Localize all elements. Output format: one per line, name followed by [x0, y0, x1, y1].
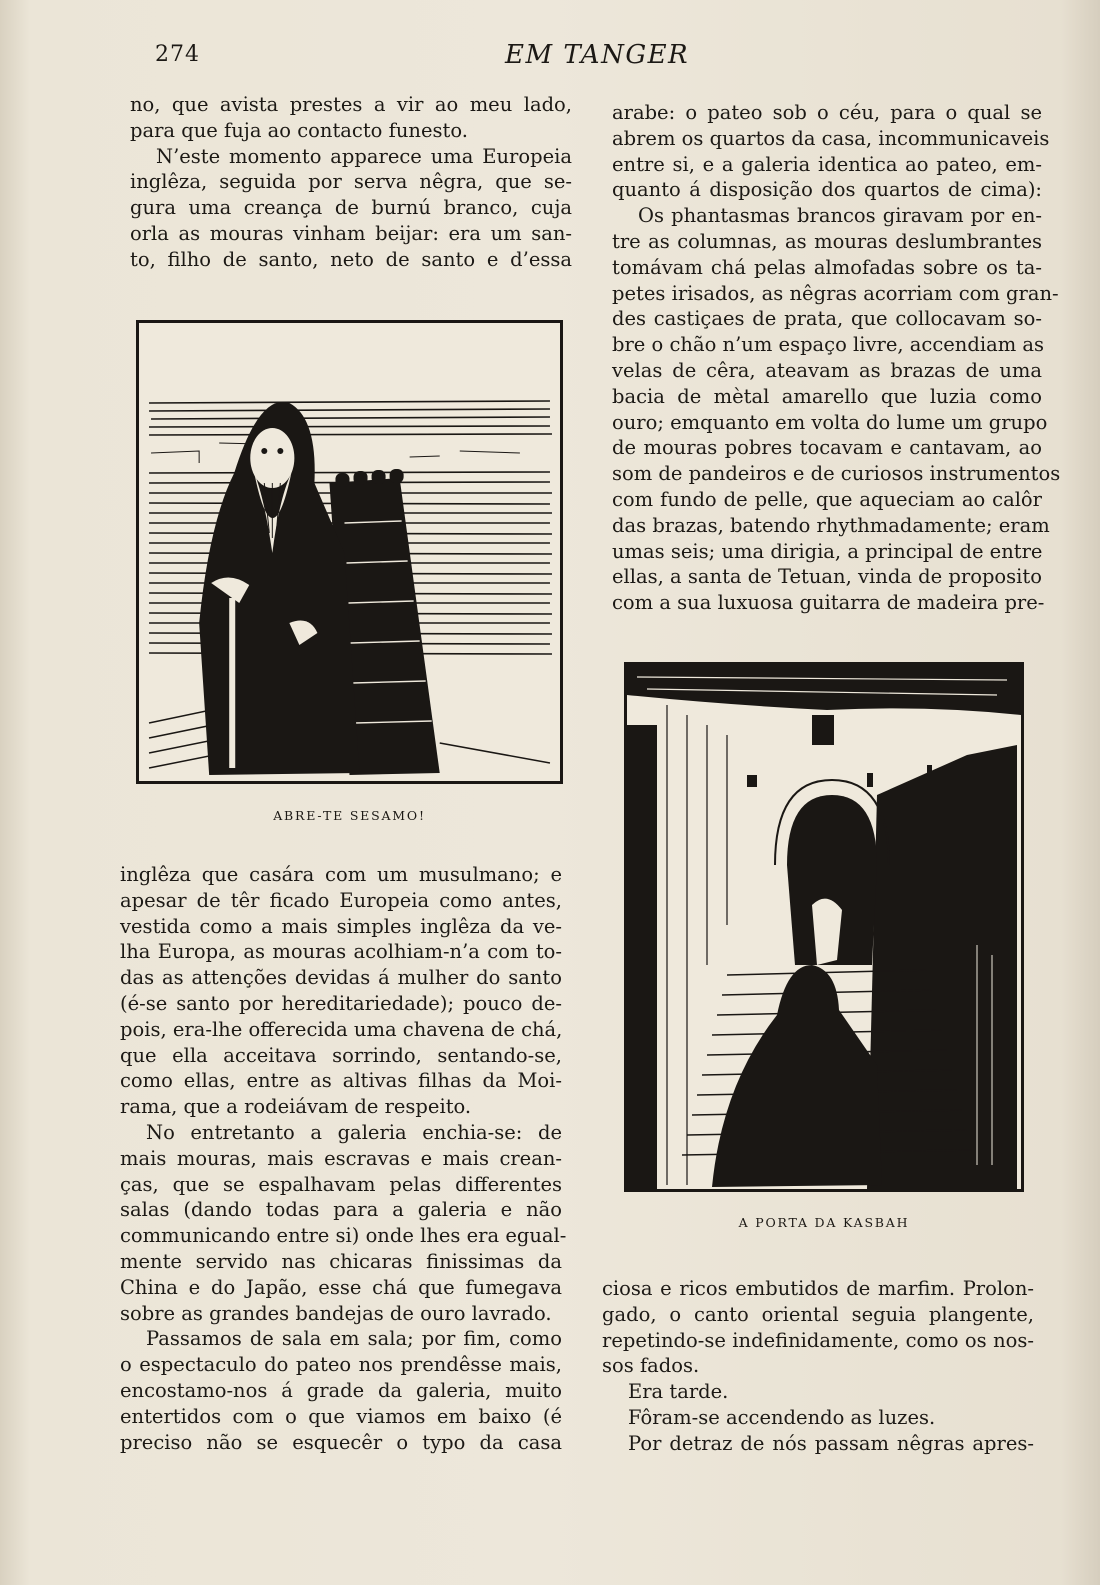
text-line: quanto á disposição dos quartos de cima): [612, 178, 1042, 202]
text-line: ouro; emquanto em volta do lume um grupo [612, 410, 1048, 434]
text-line: vestida como a mais simples inglêza da ve- [120, 914, 562, 938]
text-line: Os phantasmas brancos giravam por en- [638, 204, 1042, 228]
text-line: ças, que se espalhavam pelas differentes [120, 1172, 562, 1196]
text-line: das brazas, batendo rhythmadamente; eram [612, 513, 1050, 537]
woodcut-sea-figure [139, 323, 560, 781]
text-line: to, filho de santo, neto de santo e d’essa [130, 247, 572, 271]
text-line: no, que avista prestes a vir ao meu lado, [130, 93, 572, 116]
illustration-kasbah-gate [624, 662, 1024, 1192]
text-line: abrem os quartos da casa, incommunicaveis [612, 126, 1050, 150]
text-line: inglêza, seguida por serva nêgra, que se- [130, 170, 572, 194]
text-line: preciso não se esquecêr o typo da casa [120, 1430, 562, 1454]
text-line: de mouras pobres tocavam e cantavam, ao [612, 436, 1042, 460]
text-line: Fôram-se accendendo as luzes. [628, 1405, 936, 1429]
text-line: lha Europa, as mouras acolhiam-n’a com to- [120, 940, 562, 964]
text-line: gado, o canto oriental seguia plangente, [602, 1302, 1034, 1326]
text-line: com fundo de pelle, que aqueciam ao calôr [612, 487, 1042, 511]
figure-caption-kasbah: A PORTA DA KASBAH [738, 1215, 910, 1230]
text-line: como ellas, entre as altivas filhas da Moi- [120, 1069, 562, 1093]
text-line: ellas, a santa de Tetuan, vinda de proposito [612, 565, 1042, 589]
text-line: Passamos de sala em sala; por fim, como [146, 1327, 562, 1351]
text-line: entertidos com o que viamos em baixo (é [120, 1404, 562, 1428]
text-line: Era tarde. [628, 1380, 729, 1404]
text-line: o espectaculo do pateo nos prendêsse mais, [120, 1353, 562, 1377]
text-line: arabe: o pateo sob o céu, para o qual se [612, 101, 1042, 124]
text-column-bottom-right [602, 1276, 1034, 1457]
text-line: umas seis; uma dirigia, a principal de entre [612, 539, 1043, 563]
text-line: Por detraz de nós passam nêgras apres- [628, 1431, 1034, 1455]
text-line: N’este momento apparece uma Europeia [156, 144, 572, 168]
text-line: China e do Japão, esse chá que fumegava [120, 1275, 562, 1299]
text-line: som de pandeiros e de curiosos instrumentos [612, 462, 1061, 486]
text-line: sobre as grandes bandejas de ouro lavrado. [120, 1301, 552, 1325]
text-line: No entretanto a galeria enchia-se: de [146, 1120, 562, 1144]
text-line: (é-se santo por hereditariedade); pouco de- [120, 991, 562, 1015]
text-line: communicando entre si) onde lhes era egual- [120, 1224, 567, 1248]
text-line: inglêza que casára com um musulmano; e [120, 863, 562, 886]
text-line: que ella acceitava sorrindo, sentando-se, [120, 1043, 562, 1067]
text-column-top-left [130, 92, 572, 273]
text-line: orla as mouras vinham beijar: era um san- [130, 221, 572, 245]
text-column-top-right [612, 100, 1061, 616]
page-number: 274 [155, 42, 200, 67]
text-line: das as attenções devidas á mulher do santo [120, 966, 562, 990]
text-line: tomávam chá pelas almofadas sobre os ta- [612, 255, 1042, 279]
text-line: mente servido nas chicaras finissimas da [120, 1249, 562, 1273]
woodcut-kasbah [627, 665, 1021, 1189]
text-line: com a sua luxuosa guitarra de madeira pre- [612, 591, 1045, 615]
text-line: sos fados. [602, 1354, 700, 1378]
text-line: ciosa e ricos embutidos de marfim. Prolon- [602, 1277, 1034, 1300]
text-line: bacia de mètal amarello que luzia como [612, 384, 1042, 408]
text-line: entre si, e a galeria identica ao pateo, em- [612, 152, 1042, 176]
text-line: bre o chão n’um espaço livre, accendiam as [612, 333, 1045, 357]
text-line: velas de cêra, ateavam as brazas de uma [612, 358, 1042, 382]
text-line: mais mouras, mais escravas e mais crean- [120, 1146, 562, 1170]
text-line: tre as columnas, as mouras deslumbrantes [612, 229, 1042, 253]
text-line: apesar de têr ficado Europeia como antes, [120, 888, 562, 912]
text-line: para que fuja ao contacto funesto. [130, 118, 468, 142]
text-line: rama, que a rodeiávam de respeito. [120, 1095, 472, 1119]
text-line: gura uma creança de burnú branco, cuja [130, 196, 572, 220]
text-line: encostamo-nos á grade da galeria, muito [120, 1378, 562, 1402]
figure-caption-sesamo: ABRE-TE SESAMO! [273, 808, 426, 823]
text-line: pois, era-lhe offerecida uma chavena de chá, [120, 1017, 563, 1041]
text-line: petes irisados, as nêgras acorriam com gran- [612, 281, 1059, 305]
text-column-bottom-left [120, 862, 567, 1455]
illustration-hooded-old-man [136, 320, 563, 784]
text-line: des castiçaes de prata, que collocavam so- [612, 307, 1042, 331]
running-title: EM TANGER [505, 40, 690, 70]
text-line: salas (dando todas para a galeria e não [120, 1198, 562, 1222]
text-line: repetindo-se indefinidamente, como os nos- [602, 1328, 1034, 1352]
